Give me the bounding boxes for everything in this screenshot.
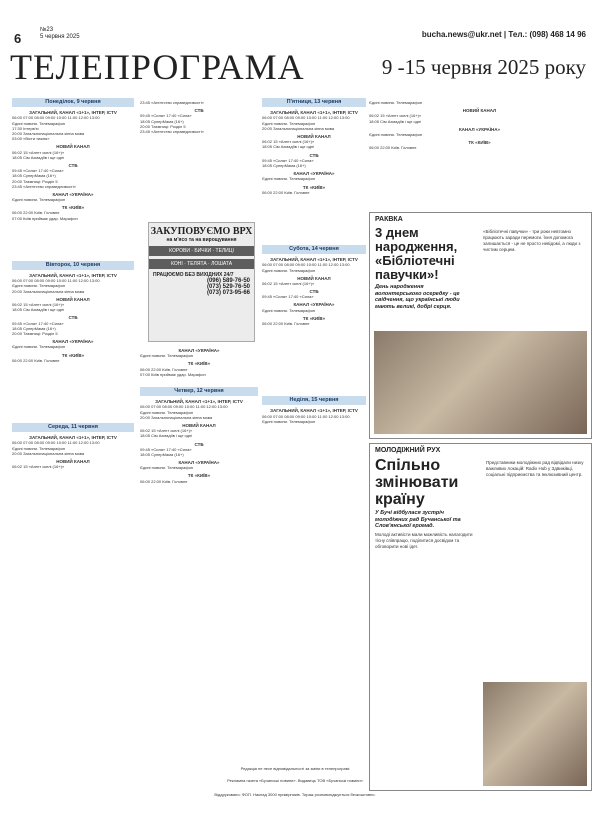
channel-name: ЗАГАЛЬНИЙ, КАНАЛ «1+1», ІНТЕР, ICTV [270, 110, 358, 116]
program-line: 20:00 Загальнонаціональна кінна мова [12, 450, 85, 456]
channel-name: СТБ [194, 108, 204, 114]
program-line: 06:00 22:00 Київ. Головне [369, 145, 417, 151]
footer-note-2: Рекламна газета «Бучанські новини». Видавець ТОВ «Бучанські новини» [227, 778, 363, 783]
channel-name: СТБ [309, 152, 319, 158]
program-line: Єдині новини. Телемарафон [369, 100, 423, 105]
channel-name: ТК «КИЇВ» [187, 473, 211, 479]
program-line: 06:02 15 «Агент скелі (16+)» [262, 280, 315, 286]
channel-name: ТК «КИЇВ» [468, 140, 491, 146]
cattle-ad [148, 222, 255, 342]
date-range: 9 -15 червня 2025 року [381, 55, 586, 79]
ad-title: ЗАКУПОВУЄМО ВРХ [150, 226, 253, 237]
channel-name: ЗАГАЛЬНИЙ, КАНАЛ «1+1», ІНТЕР, ICTV [270, 257, 358, 263]
program-line: Єдині новини. Телемарафон [262, 267, 316, 273]
program-line: 23:45 «Агентство справедливості» [140, 128, 204, 134]
tv-column-1 [12, 95, 134, 469]
article-body-right: Представники молодіжних рад відвідали низку важливих локацій: Radix Hub у Здвижівці, соціальні підприємства та Інклюзивний центр. [486, 460, 584, 477]
program-line: Єдині новини. Телемарафон [12, 283, 66, 289]
ad-phone: (073) 529-76-50 [206, 284, 250, 290]
channel-name: ТК «КИЇВ» [61, 352, 85, 358]
program-line: 20:00 Загальнонаціональна кінна мова [140, 414, 213, 420]
channel-name: СТБ [309, 289, 319, 295]
contacts: bucha.news@ukr.net | Тел.: (098) 468 14 96 [421, 30, 586, 39]
program-line: Єдині новини. Телемарафон [262, 418, 316, 424]
channel-name: ТК «КИЇВ» [302, 315, 326, 321]
program-line: 18:05 Сім Ахмадіїв і ще одні [262, 144, 315, 150]
ad-phone: (096) 589-76-50 [206, 278, 250, 284]
program-line: 09:45 «Сила» 17:40 «Сила» [12, 320, 64, 326]
ad-subtitle: на м'ясо та на вирощування [166, 237, 237, 243]
footer-note-3: Віддруковано: ФОП. Наклад 3000 примірників. Тираж розповсюджується безкоштовно. [214, 792, 376, 797]
program-line: Єдині новини. Телемарафон [12, 197, 66, 203]
library-spiders-article [369, 212, 592, 439]
section-label: РАКВКА [375, 216, 403, 223]
tv-column-3 [262, 95, 366, 424]
day-header-tue: Вівторок, 10 червня [12, 261, 134, 270]
program-line: 06:00 07:00 08:00 09:00 10:00 11:00 12:00 13:00 [262, 413, 350, 419]
channel-name: НОВИЙ КАНАЛ [56, 296, 90, 302]
article-body: «Бібліотечні павучки» - три роки невтомно працюють заради перемоги. Їхня допомога залишається - це не просто невідомі, а люди з чистим серцем. [483, 229, 581, 252]
program-line: Єдині новини. Телемарафон [12, 344, 66, 350]
day-header-wed: Середа, 11 червня [12, 423, 134, 432]
program-line: 20:00 Загальнонаціональна кінна мова [262, 125, 335, 131]
youth-article [369, 443, 592, 791]
tv-column-2 [140, 100, 258, 134]
channel-name: СТБ [68, 315, 78, 321]
program-line: 06:00 22:00 Київ. Головне [140, 478, 188, 484]
ad-phone: (073) 073-95-66 [206, 290, 250, 296]
day-header-fri: П'ятниця, 13 червня [262, 98, 366, 107]
program-line: 18:05 Сім Ахмадіїв і ще одні [140, 433, 193, 439]
program-line: Єдині новини. Телемарафон [262, 176, 316, 182]
article-title: Спільно змінювати країну [375, 457, 459, 508]
channel-name: ЗАГАЛЬНИЙ, КАНАЛ «1+1», ІНТЕР, ICTV [29, 435, 117, 441]
tv-column-2b [140, 345, 258, 484]
tv-column-4 [369, 100, 590, 151]
channel-name: КАНАЛ «УКРАЇНА» [458, 126, 501, 132]
day-header-sun: Неділя, 15 червня [262, 396, 366, 405]
channel-name: НОВИЙ КАНАЛ [297, 275, 331, 281]
program-line: 09:45 «Сила» 17:40 «Сила» [140, 113, 192, 119]
day-header-thu: Четвер, 12 червня [140, 387, 258, 396]
channel-name: СТБ [194, 441, 204, 447]
program-line: Єдині новини. Телемарафон [140, 465, 194, 471]
youth-photo [483, 682, 587, 786]
program-line: 06:00 07:00 08:00 09:00 10:00 11:00 12:00 13:00 [262, 115, 350, 121]
program-line: Єдині новини. Телемарафон [262, 120, 316, 126]
channel-name: ЗАГАЛЬНИЙ, КАНАЛ «1+1», ІНТЕР, ICTV [29, 273, 117, 279]
channel-name: КАНАЛ «УКРАЇНА» [178, 460, 220, 466]
program-line: 18:05 СуперМама (16+) [12, 173, 56, 179]
channel-name: ТК «КИЇВ» [187, 361, 211, 367]
volunteers-photo [374, 331, 587, 434]
program-line: 06:00 22:00 Київ. Головне [262, 189, 310, 195]
channel-name: КАНАЛ «УКРАЇНА» [293, 171, 335, 177]
program-line: 09:45 «Сила» 17:40 «Сила» [140, 446, 192, 452]
program-line: 06:00 07:00 08:00 09:00 10:00 11:00 12:00 13:00 [12, 278, 100, 284]
article-lead: День народження волонтерського осередку - це свідчення, що українські люди мають великі, добрі серця. [375, 284, 460, 310]
program-line: 20:00 Загальнонаціональна кінна мова [12, 288, 85, 294]
program-line: 06:00 07:00 08:00 09:00 10:00 11:00 12:00 13:00 [12, 440, 100, 446]
issue-info: №23 5 червня 2025 [40, 27, 80, 40]
ad-note: ПРАЦЮЄМО БЕЗ ВИХІДНИХ 24/7 [153, 272, 234, 278]
channel-name: КАНАЛ «УКРАЇНА» [52, 191, 94, 197]
program-line: 18:05 СуперМама (16+) [140, 118, 184, 124]
channel-name: ЗАГАЛЬНИЙ, КАНАЛ «1+1», ІНТЕР, ICTV [155, 399, 243, 405]
article-title: 3 днем народження, «Бібліотечні павучки»! [375, 225, 458, 282]
program-line: 03:00 «Вісти тижня» [12, 136, 50, 142]
program-line: Єдині новини. Телемарафон [140, 353, 194, 359]
program-line: Єдині новини. Телемарафон [262, 307, 316, 313]
program-line: 06:02 15 «Агент скелі (16+)» [12, 302, 65, 308]
day-header-mon: Понеділок, 9 червня [12, 98, 134, 107]
program-line: Єдині новини. Телемарафон [12, 445, 66, 451]
program-line: 18:05 Сім Ахмадіїв і ще одні [12, 154, 65, 160]
program-line: 06:02 15 «Агент скелі (16+)» [369, 113, 422, 119]
program-line: 09:45 «Сила» 17:40 «Сила» [262, 157, 314, 163]
channel-name: НОВИЙ КАНАЛ [182, 422, 216, 428]
program-line: 18:05 СуперМама (16+) [12, 325, 56, 331]
program-line: 09:45 «Сила» 17:40 «Сила» [262, 294, 314, 300]
program-line: 20:00 Таємниці: Розділ 5 [12, 330, 58, 336]
program-line: 06:00 07:00 08:00 09:00 10:00 11:00 12:00 13:00 [12, 115, 100, 121]
channel-name: ЗАГАЛЬНИЙ, КАНАЛ «1+1», ІНТЕР, ICTV [270, 408, 358, 414]
program-line: 06:00 07:00 08:00 09:00 10:00 11:00 12:00 13:00 [140, 404, 228, 410]
program-line: 20:00 Загальнонаціональна кінна мова [12, 130, 85, 136]
program-line: 06:00 22:00 Київ. Головне [12, 357, 60, 363]
program-line: 06:02 15 «Агент скелі (16+)» [12, 464, 65, 470]
day-header-sat: Субота, 14 червня [262, 245, 366, 254]
program-line: 06:02 15 «Агент скелі (16+)» [262, 139, 315, 145]
program-line: 20:00 Таємниці: Розділ 5 [140, 123, 186, 129]
program-line: 17:30 Інтерв'ю [12, 125, 39, 131]
program-line: 06:02 15 «Агент скелі (16+)» [12, 149, 65, 155]
program-line: Єдині новини. Телемарафон [369, 131, 423, 137]
channel-name: ТК «КИЇВ» [302, 184, 326, 190]
channel-name: КАНАЛ «УКРАЇНА» [52, 339, 94, 345]
page-number: 6 [14, 31, 22, 46]
program-line: 07:00 Київ приймає удар. Марафон [140, 371, 206, 377]
channel-name: СТБ [68, 162, 78, 168]
program-line: 06:00 07:00 08:00 09:00 10:00 11:00 12:00 13:00 [262, 262, 350, 268]
program-line: 20:00 Таємниці: Розділ 5 [12, 178, 58, 184]
channel-name: ТК «КИЇВ» [61, 205, 85, 211]
article-lead: У Бучі відбулася зустріч молодіжних рад Бучанської та Слов'янської громад. [375, 510, 461, 529]
program-line: 06:00 22:00 Київ. Головне [140, 366, 188, 372]
section-label: МОЛОДІЖНИЙ РУХ [375, 447, 441, 454]
program-line: 18:05 СуперМама (16+) [140, 451, 184, 457]
program-line: 23:45 «Агентство справедливості» [12, 183, 76, 189]
channel-name: НОВИЙ КАНАЛ [56, 458, 90, 464]
page-title: ТЕЛЕПРОГРАМА [10, 47, 305, 87]
program-line: 18:05 Сім Ахмадіїв і ще одні [12, 307, 65, 313]
article-body: Молоді активісти мали можливість налагодити тісну співпрацю, поділитися досвідом та обговорити нові ідеї. [375, 531, 473, 549]
program-line: 18:05 СуперМама (16+) [262, 162, 306, 168]
page-header [0, 0, 600, 44]
channel-name: ЗАГАЛЬНИЙ, КАНАЛ «1+1», ІНТЕР, ICTV [29, 110, 117, 116]
channel-name: НОВИЙ КАНАЛ [462, 108, 497, 114]
channel-name: НОВИЙ КАНАЛ [56, 144, 90, 150]
program-line: 06:00 22:00 Київ. Головне [12, 210, 60, 216]
channel-name: КАНАЛ «УКРАЇНА» [293, 302, 335, 308]
program-line: 07:00 Київ приймає удар. Марафон [12, 215, 78, 221]
program-line: 23:45 «Агентство справедливості» [140, 100, 204, 105]
ad-band: КОНІ · ТЕЛЯТА · ЛОШАТА [149, 259, 254, 269]
program-line: 06:02 15 «Агент скелі (16+)» [140, 428, 193, 434]
ad-band: КОРОВИ · БИЧКИ · ТЕЛИЦІ [149, 246, 254, 256]
program-line: 18:05 Сім Ахмадіїв і ще одні [369, 118, 422, 124]
channel-name: НОВИЙ КАНАЛ [297, 133, 331, 139]
footer-note-1: Редакція не несе відповідальності за зміни в телепрограмі [240, 766, 350, 771]
channel-name: КАНАЛ «УКРАЇНА» [178, 348, 220, 353]
program-line: Єдині новини. Телемарафон [140, 409, 194, 415]
program-line: 06:00 22:00 Київ. Головне [262, 321, 310, 327]
program-line: Єдині новини. Телемарафон [12, 120, 66, 126]
program-line: 09:45 «Сила» 17:40 «Сила» [12, 168, 64, 174]
